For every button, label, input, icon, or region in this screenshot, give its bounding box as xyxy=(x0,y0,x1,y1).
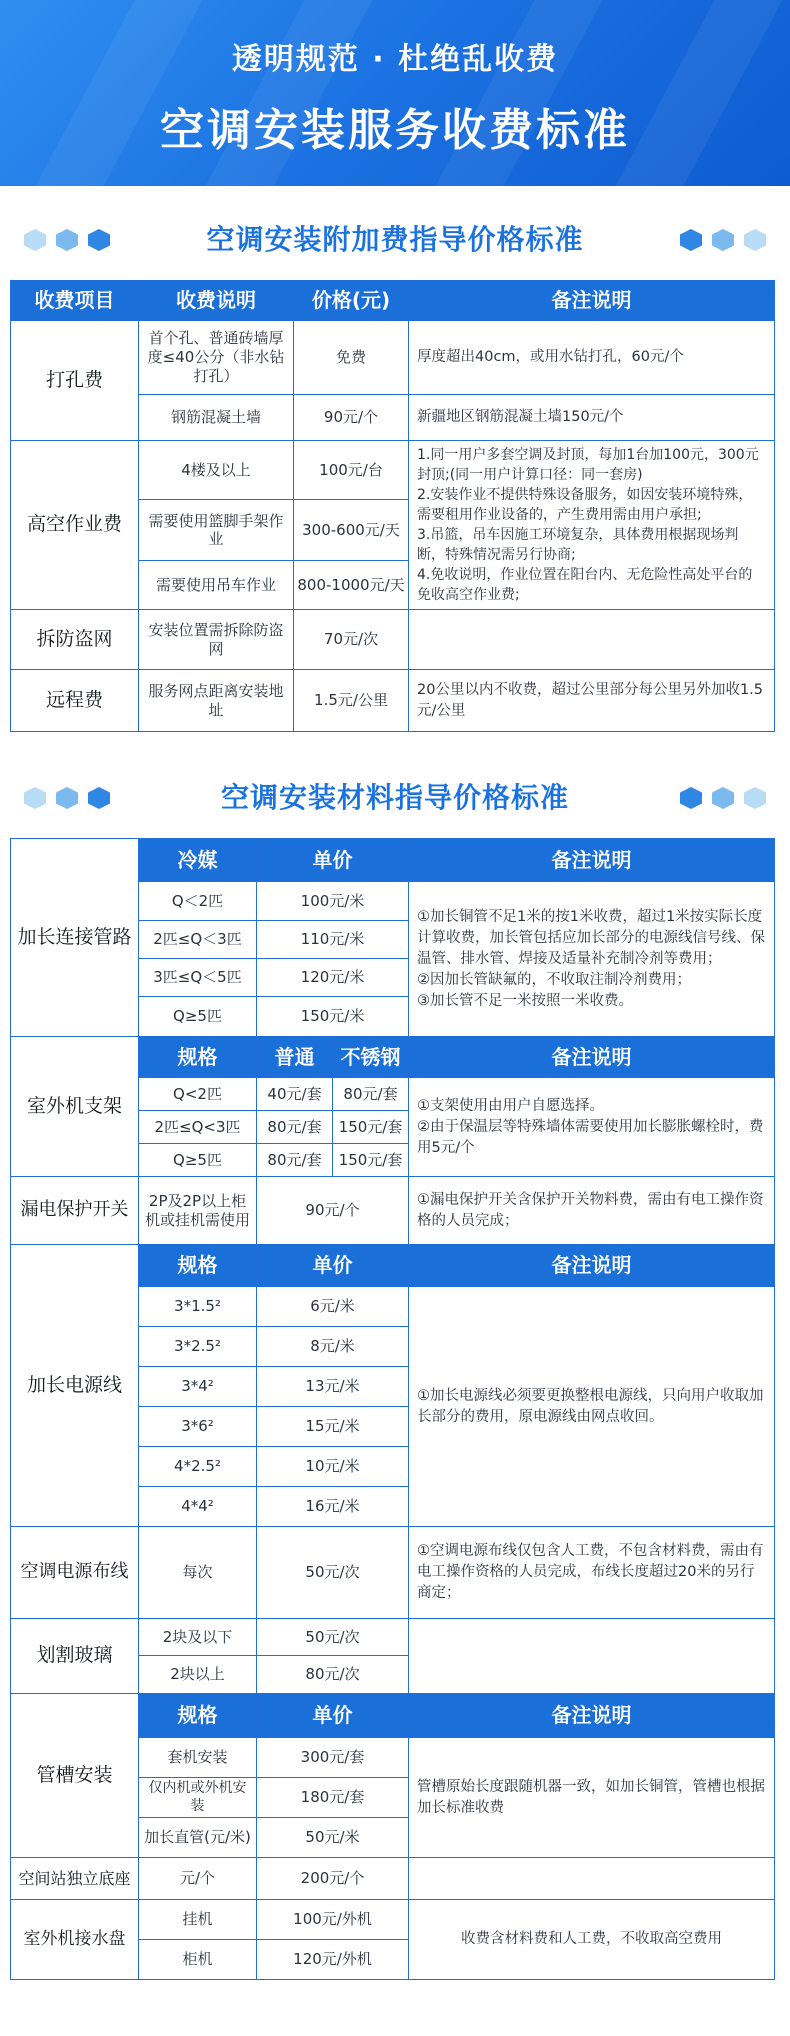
item-desc: 钢筋混凝土墙 xyxy=(139,395,294,441)
item-note: 厚度超出40cm，或用水钻打孔，60元/个 xyxy=(409,321,775,395)
price-cell: 150元/套 xyxy=(333,1144,409,1177)
item-name: 高空作业费 xyxy=(11,441,139,610)
price-cell: 120元/米 xyxy=(257,959,409,997)
price-cell: 10元/米 xyxy=(257,1447,409,1487)
item-note: ①支架使用由用户自愿选择。 ②由于保温层等特殊墙体需要使用加长膨胀螺栓时，费用5元/个 xyxy=(409,1078,775,1177)
price-cell: 200元/个 xyxy=(257,1858,409,1900)
price-cell: 150元/套 xyxy=(333,1111,409,1144)
item-name: 加长电源线 xyxy=(11,1245,139,1527)
item-price: 300-600元/天 xyxy=(294,500,409,561)
item-note: 管槽原始长度跟随机器一致，如加长铜管，管槽也根据加长标准收费 xyxy=(409,1738,775,1858)
spec-cell: 2块及以下 xyxy=(139,1619,257,1656)
item-name: 拆防盗网 xyxy=(11,610,139,670)
spec-cell: 4*2.5² xyxy=(139,1447,257,1487)
item-note xyxy=(409,610,775,670)
col-header: 备注说明 xyxy=(409,1694,775,1738)
price-cell: 13元/米 xyxy=(257,1367,409,1407)
spec-cell: 2匹≤Q<3匹 xyxy=(139,1111,257,1144)
spec-cell: 加长直管(元/米) xyxy=(139,1818,257,1858)
price-cell: 15元/米 xyxy=(257,1407,409,1447)
col-header: 单价 xyxy=(257,1694,409,1738)
price-cell: 80元/套 xyxy=(333,1078,409,1111)
section-title: 空调安装附加费指导价格标准 xyxy=(206,223,584,256)
col-header: 收费项目 xyxy=(11,281,139,321)
spec-cell: 4*4² xyxy=(139,1487,257,1527)
item-note xyxy=(409,1619,775,1694)
col-header: 规格 xyxy=(139,1245,257,1287)
item-name: 室外机接水盘 xyxy=(11,1900,139,1980)
price-cell: 150元/米 xyxy=(257,997,409,1037)
item-price: 800-1000元/天 xyxy=(294,561,409,610)
surcharge-table xyxy=(10,280,775,732)
spec-cell: Q≥5匹 xyxy=(139,1144,257,1177)
spec-cell: 元/个 xyxy=(139,1858,257,1900)
item-name: 室外机支架 xyxy=(11,1037,139,1177)
section-title: 空调安装材料指导价格标准 xyxy=(220,781,569,814)
spec-cell: 柜机 xyxy=(139,1940,257,1980)
item-name: 空间站独立底座 xyxy=(11,1858,139,1900)
item-price: 1.5元/公里 xyxy=(294,670,409,732)
col-header: 不锈钢 xyxy=(333,1037,409,1078)
item-price: 70元/次 xyxy=(294,610,409,670)
col-header: 备注说明 xyxy=(409,839,775,882)
item-price: 免费 xyxy=(294,321,409,395)
item-note: 新疆地区钢筋混凝土墙150元/个 xyxy=(409,395,775,441)
spec-cell: Q≥5匹 xyxy=(139,997,257,1037)
hex-decoration-left xyxy=(24,229,110,251)
price-cell: 50元/次 xyxy=(257,1527,409,1619)
spec-cell: 挂机 xyxy=(139,1900,257,1940)
spec-cell: 2P及2P以上柜机或挂机需使用 xyxy=(139,1177,257,1245)
price-cell: 80元/套 xyxy=(257,1111,333,1144)
item-note: 1.同一用户多套空调及封顶，每加1台加100元，300元封顶;(同一用户计算口径：同一套房) 2.安装作业不提供特殊设备服务，如因安装环境特殊，需要租用作业设备的，产生费用需由用户承担; 3.吊篮，吊车因施工环境复杂，具体费用根据现场判断，特殊情况需另行协商; 4.免收说明，作业位置在阳台内、无危险性高处平台的免收高空作业费; xyxy=(409,441,775,610)
price-cell: 80元/次 xyxy=(257,1656,409,1694)
spec-cell: 3匹≤Q＜5匹 xyxy=(139,959,257,997)
item-name: 打孔费 xyxy=(11,321,139,441)
col-header: 单价 xyxy=(257,1245,409,1287)
col-header: 备注说明 xyxy=(409,1037,775,1078)
item-desc: 需要使用吊车作业 xyxy=(139,561,294,610)
hex-decoration-left xyxy=(24,787,110,809)
item-name: 划割玻璃 xyxy=(11,1619,139,1694)
spec-cell: 3*2.5² xyxy=(139,1327,257,1367)
spec-cell: 2匹≤Q＜3匹 xyxy=(139,921,257,959)
price-cell: 50元/次 xyxy=(257,1619,409,1656)
item-price: 100元/台 xyxy=(294,441,409,500)
hex-decoration-right xyxy=(680,787,766,809)
section-header-materials xyxy=(0,758,790,838)
col-header: 备注说明 xyxy=(409,1245,775,1287)
item-note xyxy=(409,1858,775,1900)
price-cell: 40元/套 xyxy=(257,1078,333,1111)
item-desc: 4楼及以上 xyxy=(139,441,294,500)
item-name: 管槽安装 xyxy=(11,1694,139,1858)
spec-cell: 仅内机或外机安装 xyxy=(139,1778,257,1818)
col-header: 普通 xyxy=(257,1037,333,1078)
item-name: 空调电源布线 xyxy=(11,1527,139,1619)
col-header: 收费说明 xyxy=(139,281,294,321)
price-cell: 180元/套 xyxy=(257,1778,409,1818)
spec-cell: 3*6² xyxy=(139,1407,257,1447)
col-header: 备注说明 xyxy=(409,281,775,321)
item-note: 20公里以内不收费，超过公里部分每公里另外加收1.5元/公里 xyxy=(409,670,775,732)
banner-title: 空调安装服务收费标准 xyxy=(160,105,630,156)
item-price: 90元/个 xyxy=(294,395,409,441)
banner-subtitle: 透明规范 · 杜绝乱收费 xyxy=(231,42,559,77)
materials-table xyxy=(10,838,775,1980)
price-cell: 16元/米 xyxy=(257,1487,409,1527)
col-header: 价格(元) xyxy=(294,281,409,321)
col-header: 规格 xyxy=(139,1037,257,1078)
price-cell: 50元/米 xyxy=(257,1818,409,1858)
section-header-surcharge xyxy=(0,200,790,280)
col-header: 冷媒 xyxy=(139,839,257,882)
spec-cell: 2块以上 xyxy=(139,1656,257,1694)
spec-cell: 3*1.5² xyxy=(139,1287,257,1327)
spec-cell: 套机安装 xyxy=(139,1738,257,1778)
item-note: ①加长铜管不足1米的按1米收费，超过1米按实际长度计算收费，加长管包括应加长部分的电源线信号线、保温管、排水管、焊接及适量补充制冷剂等费用； ②因加长管缺氟的，不收取注制冷剂费用； ③加长管不足一米按照一米收费。 xyxy=(409,882,775,1037)
price-cell: 110元/米 xyxy=(257,921,409,959)
price-cell: 300元/套 xyxy=(257,1738,409,1778)
item-desc: 首个孔、普通砖墙厚度≤40公分（非水钻打孔） xyxy=(139,321,294,395)
item-desc: 需要使用篮脚手架作业 xyxy=(139,500,294,561)
price-cell: 100元/米 xyxy=(257,882,409,921)
col-header: 规格 xyxy=(139,1694,257,1738)
item-desc: 服务网点距离安装地址 xyxy=(139,670,294,732)
item-note: 收费含材料费和人工费，不收取高空费用 xyxy=(409,1900,775,1980)
item-note: ①加长电源线必须要更换整根电源线，只向用户收取加长部分的费用，原电源线由网点收回。 xyxy=(409,1287,775,1527)
item-note: ①空调电源布线仅包含人工费，不包含材料费，需由有电工操作资格的人员完成，布线长度超过20米的另行商定； xyxy=(409,1527,775,1619)
header-banner xyxy=(0,0,790,186)
item-name: 漏电保护开关 xyxy=(11,1177,139,1245)
price-cell: 90元/个 xyxy=(257,1177,409,1245)
price-cell: 6元/米 xyxy=(257,1287,409,1327)
hex-decoration-right xyxy=(680,229,766,251)
price-cell: 80元/套 xyxy=(257,1144,333,1177)
spec-cell: 每次 xyxy=(139,1527,257,1619)
col-header: 单价 xyxy=(257,839,409,882)
item-note: ①漏电保护开关含保护开关物料费，需由有电工操作资格的人员完成； xyxy=(409,1177,775,1245)
spec-cell: 3*4² xyxy=(139,1367,257,1407)
spec-cell: Q<2匹 xyxy=(139,1078,257,1111)
item-name: 加长连接管路 xyxy=(11,839,139,1037)
price-cell: 8元/米 xyxy=(257,1327,409,1367)
item-desc: 安装位置需拆除防盗网 xyxy=(139,610,294,670)
price-cell: 120元/外机 xyxy=(257,1940,409,1980)
spec-cell: Q＜2匹 xyxy=(139,882,257,921)
item-name: 远程费 xyxy=(11,670,139,732)
price-cell: 100元/外机 xyxy=(257,1900,409,1940)
